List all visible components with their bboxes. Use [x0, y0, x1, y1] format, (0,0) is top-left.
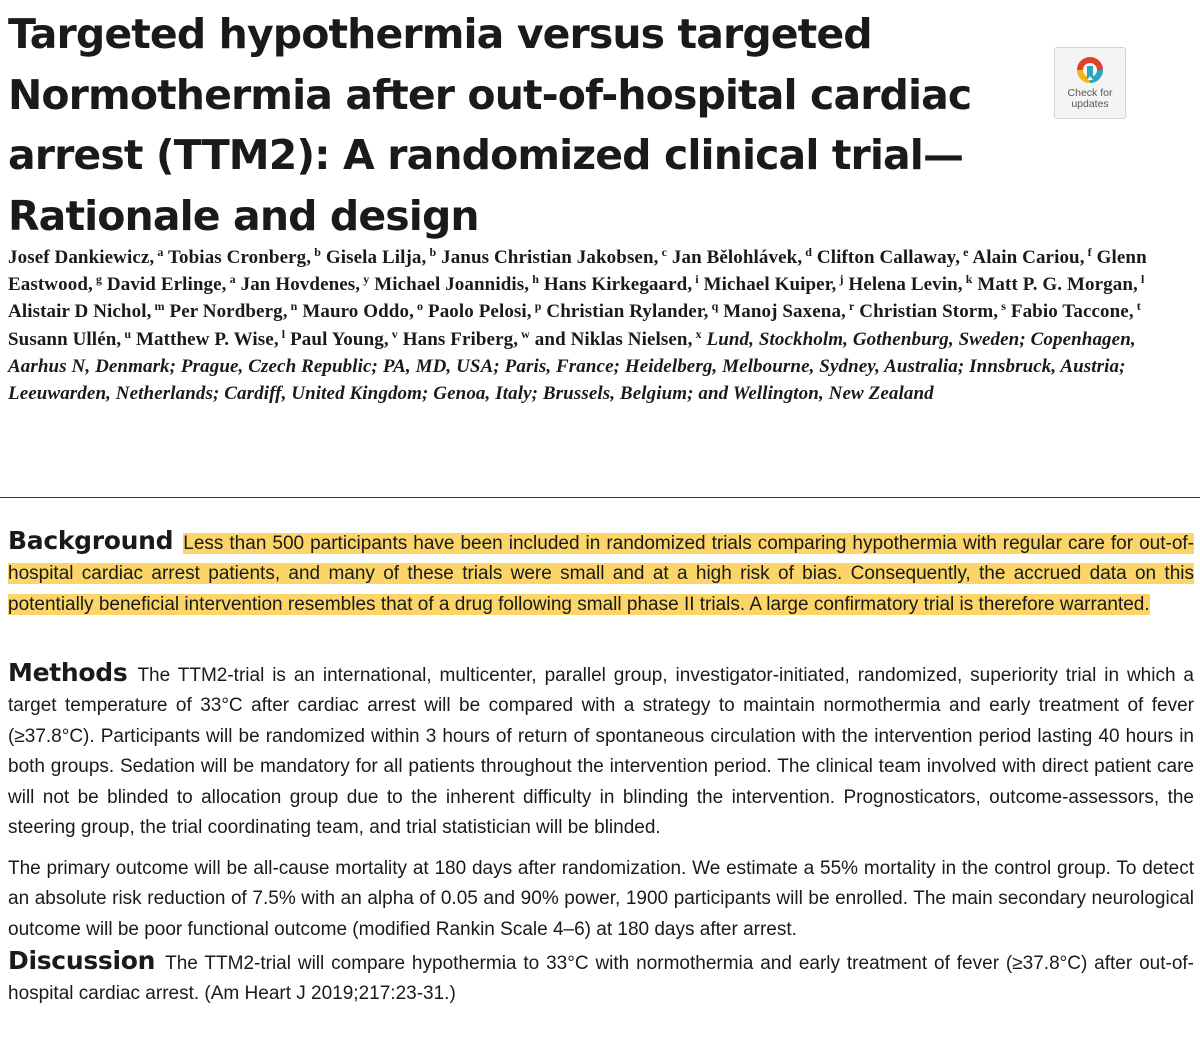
author-name: Jan Hovdenes,: [240, 274, 361, 296]
author-name: Hans Kirkegaard,: [543, 274, 693, 296]
author-affiliation-marker: a: [226, 272, 236, 287]
author-affiliation-marker: e: [960, 245, 969, 259]
author-affiliation-marker: h: [529, 272, 539, 287]
author-name: Susann Ullén,: [8, 328, 122, 350]
discussion-heading: Discussion: [8, 946, 156, 975]
author-name: Tobias Cronberg,: [168, 247, 312, 268]
author-name: Per Nordberg,: [169, 301, 288, 323]
author-name: and Niklas Nielsen,: [534, 328, 693, 350]
author-name: Gisela Lilja,: [325, 247, 427, 268]
author-name: Helena Levin,: [848, 274, 963, 296]
author-affiliation-marker: j: [836, 272, 844, 287]
author-name: Michael Joannidis,: [374, 274, 530, 296]
author-affiliation-marker: w: [518, 326, 530, 341]
article-title: Targeted hypothermia versus targeted Normothermia after out-of-hospital cardiac arrest (TTM2): A randomized clinical trial—Rationale and design: [8, 10, 972, 240]
author-name: Glenn Eastwood,: [8, 247, 1147, 296]
author-affiliation-marker: p: [531, 299, 542, 314]
author-name: Jan Bělohlávek,: [671, 247, 803, 268]
author-name: Janus Christian Jakobsen,: [441, 247, 659, 268]
methods-text: The TTM2-trial is an international, multicenter, parallel group, investigator-initiated, randomized, superiority trial in which a target temperature of 33°C after cardiac arrest will be compared with a strategy to maintain normothermia and early treatment of fever (≥37.8°C). Participants will be randomized within 3 hours of return of spontaneous circulation with the intervention period lasting 40 hours in both groups. Sedation will be mandatory for all patients throughout the intervention period. The clinical team involved with direct patient care will not be blinded to allocation group due to the inherent difficulty in blinding the intervention. Prognosticators, outcome-assessors, the steering group, the trial coordinating team, and trial statistician will be blinded.: [8, 665, 1194, 839]
author-name: Alain Cariou,: [972, 247, 1085, 268]
author-name: David Erlinge,: [106, 274, 227, 296]
author-affiliation-marker: k: [962, 272, 973, 287]
author-name: Hans Friberg,: [402, 328, 519, 350]
author-affiliation-marker: l: [278, 326, 286, 341]
author-affiliation-marker: i: [692, 272, 699, 287]
author-name: Paolo Pelosi,: [427, 301, 532, 323]
author-name: Michael Kuiper,: [703, 274, 837, 296]
author-affiliation-marker: c: [658, 245, 668, 259]
background-heading: Background: [8, 526, 174, 555]
author-name: Alistair D Nichol,: [8, 301, 152, 323]
author-affiliation-marker: a: [154, 245, 164, 259]
author-name: Christian Storm,: [859, 301, 999, 323]
badge-label-2: updates: [1071, 98, 1109, 110]
section-divider: [0, 497, 1200, 498]
author-affiliation-marker: l: [1137, 272, 1145, 287]
background-text: Less than 500 participants have been included in randomized trials comparing hypothermia with regular care for out-of-hospital cardiac arrest patients, and many of these trials were small and at a high risk of bias. Consequently, the accrued data on this potentially beneficial intervention resembles that of a drug following small phase II trials. A large confirmatory trial is therefore warranted.: [8, 533, 1194, 615]
discussion-text: The TTM2-trial will compare hypothermia to 33°C with normothermia and early treatment of fever (≥37.8°C) after out-of-hospital cardiac arrest. (Am Heart J 2019;217:23-31.): [8, 953, 1194, 1005]
author-name: Paul Young,: [290, 328, 389, 350]
author-name: Fabio Taccone,: [1010, 301, 1134, 323]
abstract-outcomes: The primary outcome will be all-cause mortality at 180 days after randomization. We estimate a 55% mortality in the control group. To detect an absolute risk reduction of 7.5% with an alpha of 0.05 and 90% power, 1900 participants will be enrolled. The main secondary neurological outcome will be poor functional outcome (modified Rankin Scale 4–6) at 180 days after arrest.: [8, 858, 1194, 940]
methods-heading: Methods: [8, 658, 128, 687]
author-affiliation-marker: u: [121, 326, 132, 341]
abstract-background: [8, 526, 1194, 620]
author-affiliation-marker: x: [692, 326, 702, 341]
author-affiliation-marker: n: [287, 299, 298, 314]
author-affiliation-marker: t: [1133, 299, 1141, 314]
author-list: [8, 244, 1198, 407]
author-name: Mauro Oddo,: [302, 301, 414, 323]
author-affiliation-marker: b: [426, 245, 437, 259]
check-for-updates-badge[interactable]: [1054, 47, 1126, 119]
abstract-methods: [8, 658, 1194, 843]
author-affiliation-marker: y: [360, 272, 370, 287]
affiliations: Lund, Stockholm, Gothenburg, Sweden; Copenhagen, Aarhus N, Denmark; Prague, Czech Republic; PA, MD, USA; Paris, France; Heidelberg, Melbourne, Sydney, Australia; Innsbruck, Austria; Leeuwarden, Netherlands; Cardiff, United Kingdom; Genoa, Italy; Brussels, Belgium; and Wellington, New Zealand: [8, 328, 1136, 405]
author-affiliation-marker: d: [802, 245, 813, 259]
abstract-discussion: [8, 946, 1194, 1010]
author-name: Josef Dankiewicz,: [8, 247, 155, 268]
badge-label-1: Check for: [1067, 87, 1113, 99]
author-affiliation-marker: b: [311, 245, 321, 259]
author-affiliation-marker: r: [845, 299, 855, 314]
author-name: Matt P. G. Morgan,: [977, 274, 1138, 296]
author-affiliation-marker: g: [92, 272, 103, 287]
author-name: Matthew P. Wise,: [135, 328, 279, 350]
author-affiliation-marker: m: [151, 299, 165, 314]
author-name: Manoj Saxena,: [723, 301, 846, 323]
author-affiliation-marker: o: [413, 299, 424, 314]
author-name: Clifton Callaway,: [816, 247, 961, 268]
author-affiliation-marker: f: [1084, 245, 1092, 259]
author-affiliation-marker: q: [708, 299, 719, 314]
crossmark-icon: [1074, 54, 1106, 86]
author-affiliation-marker: s: [998, 299, 1006, 314]
author-name: Christian Rylander,: [546, 301, 709, 323]
author-affiliation-marker: v: [388, 326, 398, 341]
